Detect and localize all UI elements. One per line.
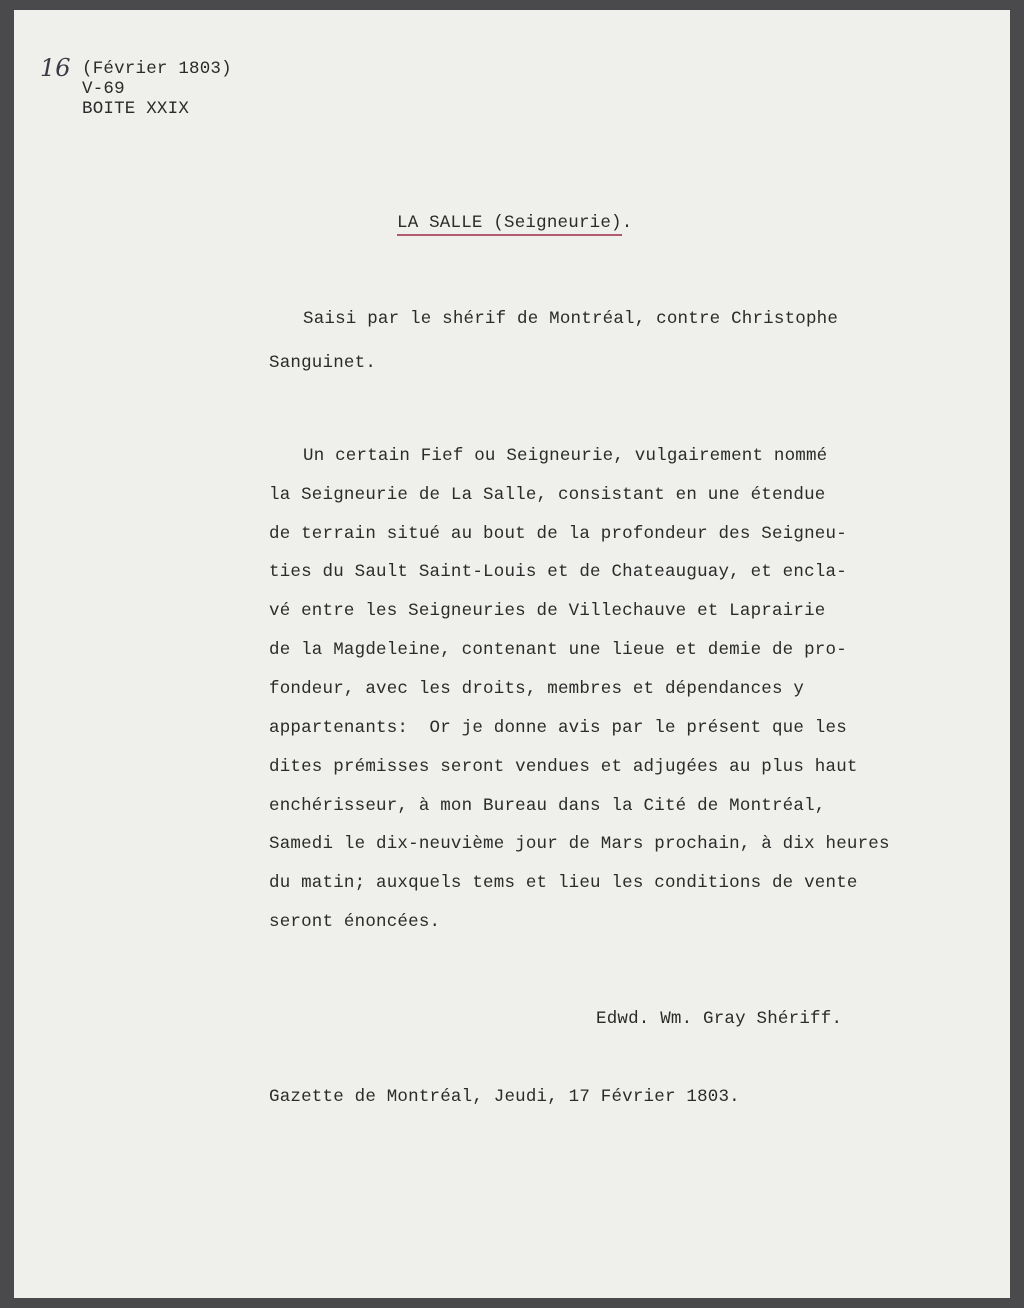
handwritten-page-number: 16 [40, 54, 71, 82]
header-code: V-69 [82, 79, 125, 99]
paragraph2-line-11: Samedi le dix-neuvième jour de Mars prochain, à dix heures [269, 834, 890, 854]
paragraph2-line-7: fondeur, avec les droits, membres et dépendances y [269, 679, 805, 699]
paragraph2-line-8: appartenants: Or je donne avis par le présent que les [269, 718, 847, 738]
paragraph2-line-13: seront énoncées. [269, 912, 441, 932]
title-main: LA SALLE [397, 213, 483, 233]
header-box: BOITE XXIX [82, 99, 190, 119]
paragraph2-line-6: de la Magdeleine, contenant une lieue et demie de pro- [269, 640, 847, 660]
title-end: . [621, 213, 633, 233]
paragraph2-line-10: enchérisseur, à mon Bureau dans la Cité de Montréal, [269, 796, 826, 816]
paragraph2-line-9: dites prémisses seront vendues et adjugées au plus haut [269, 757, 858, 777]
paragraph2-line-5: vé entre les Seigneuries de Villechauve et Laprairie [269, 601, 826, 621]
paragraph1-line-1: Saisi par le shérif de Montréal, contre Christophe [303, 309, 839, 329]
paragraph2-line-2: la Seigneurie de La Salle, consistant en une étendue [269, 485, 826, 505]
source-citation: Gazette de Montréal, Jeudi, 17 Février 1803. [269, 1087, 740, 1107]
header-date-ref: (Février 1803) [82, 59, 232, 79]
paragraph2-line-3: de terrain situé au bout de la profondeur des Seigneu- [269, 524, 847, 544]
title-underlined [397, 213, 622, 236]
paragraph2-line-12: du matin; auxquels tems et lieu les conditions de vente [269, 873, 858, 893]
document-title [397, 212, 632, 234]
paragraph2-line-1: Un certain Fief ou Seigneurie, vulgairement nommé [303, 446, 828, 466]
document-page [14, 10, 1010, 1298]
paragraph2-line-4: ties du Sault Saint-Louis et de Chateauguay, et encla- [269, 562, 847, 582]
paragraph1-line-2: Sanguinet. [269, 353, 377, 373]
title-sub: (Seigneurie) [493, 213, 622, 233]
signature: Edwd. Wm. Gray Shériff. [596, 1009, 843, 1029]
